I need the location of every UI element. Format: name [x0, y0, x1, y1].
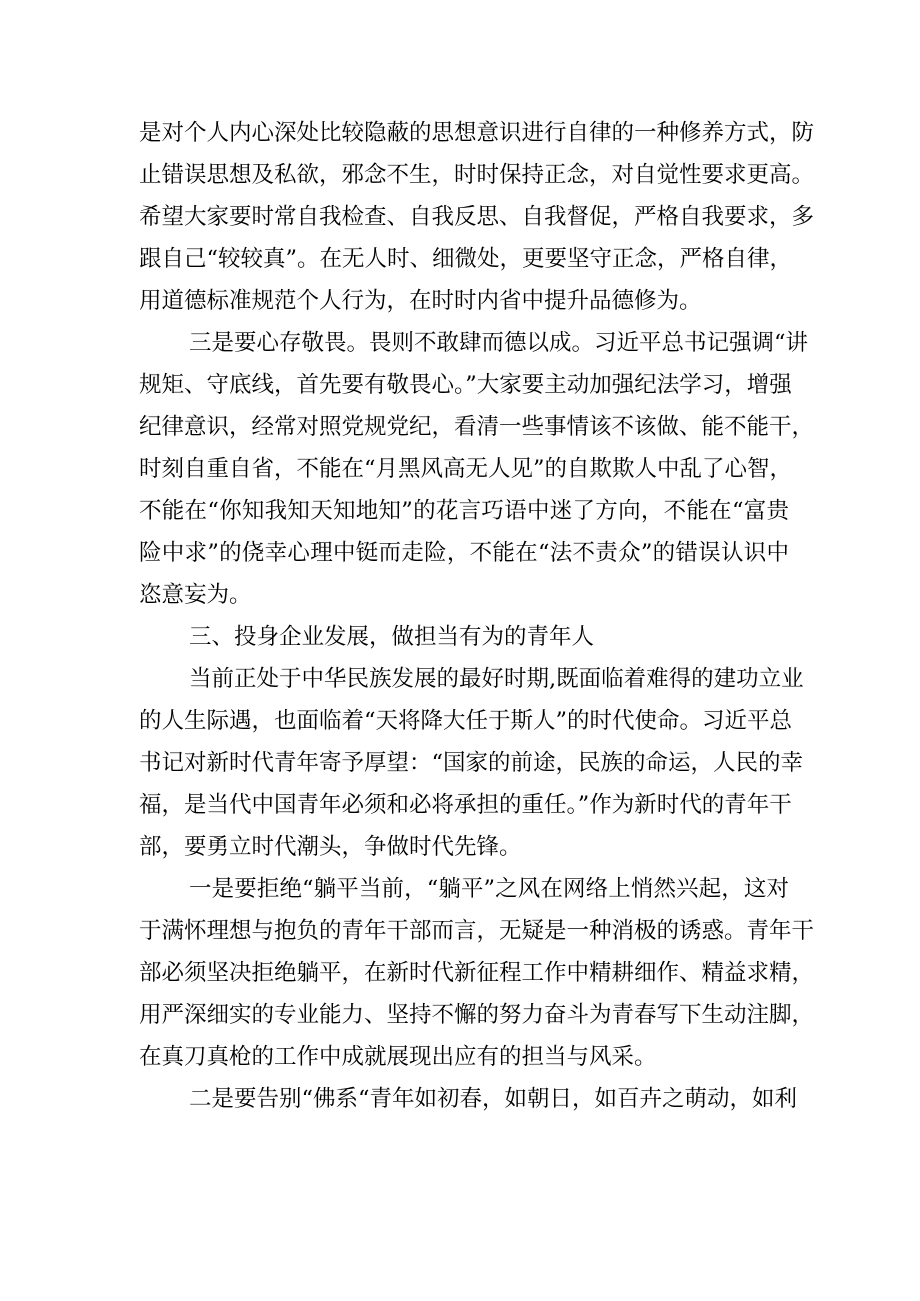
text-line: 希望大家要时常自我检查、自我反思、自我督促，严格自我要求，多	[139, 204, 815, 230]
section-heading-three	[139, 616, 789, 658]
text-line: 是对个人内心深处比较隐蔽的思想意识进行自律的一种修养方式，防	[139, 120, 815, 146]
text-line: 部必须坚决拒绝躺平，在新时代新征程工作中精耕细作、精益求精，	[139, 960, 815, 986]
text-line: 当前正处于中华民族发展的最好时期,既面临着难得的建功立业	[189, 666, 804, 692]
text-line: 三、投身企业发展，做担当有为的青年人	[189, 624, 595, 650]
document-body	[139, 112, 815, 1120]
text-line: 规矩、守底线，首先要有敬畏心。”大家要主动加强纪法学习，增强	[139, 372, 792, 398]
text-line: 一是要拒绝“躺平当前，“躺平”之风在网络上悄然兴起，这对	[189, 876, 789, 902]
text-line: 于满怀理想与抱负的青年干部而言，无疑是一种消极的诱惑。青年干	[139, 918, 815, 944]
text-line: 书记对新时代青年寄予厚望：“国家的前途，民族的命运，人民的幸	[139, 750, 804, 776]
text-line: 用道德标准规范个人行为，在时时内省中提升品德修为。	[139, 288, 702, 314]
text-line: 用严深细实的专业能力、坚持不懈的努力奋斗为青春写下生动注脚，	[139, 1002, 815, 1028]
text-line: 在真刀真枪的工作中成就展现出应有的担当与风采。	[139, 1044, 657, 1070]
text-line: 福，是当代中国青年必须和必将承担的重任。”作为新时代的青年干	[139, 792, 792, 818]
text-line: 跟自己“较较真”。在无人时、细微处，更要坚守正念，严格自律，	[139, 246, 793, 272]
paragraph-era-mission	[139, 658, 804, 868]
text-line: 的人生际遇，也面临着“天将降大任于斯人”的时代使命。习近平总	[139, 708, 793, 734]
paragraph-reverence	[139, 322, 815, 616]
text-line: 不能在“你知我知天知地知”的花言巧语中迷了方向，不能在“富贵	[139, 498, 789, 524]
text-line: 三是要心存敬畏。畏则不敢肆而德以成。习近平总书记强调“讲	[189, 330, 809, 356]
text-line: 部，要勇立时代潮头，争做时代先锋。	[139, 834, 522, 860]
text-line: 二是要告别“佛系“青年如初春，如朝日，如百卉之萌动，如利	[189, 1086, 798, 1112]
text-line: 恣意妄为。	[139, 582, 252, 608]
text-line: 止错误思想及私欲，邪念不生，时时保持正念，对自觉性要求更高。	[139, 162, 815, 188]
text-line: 纪律意识，经常对照党规党纪，看清一些事情该不该做、能不能干，	[139, 414, 815, 440]
paragraph-farewell-buddhist	[139, 1078, 798, 1120]
paragraph-self-discipline-continued	[139, 112, 815, 322]
text-line: 时刻自重自省，不能在“月黑风高无人见”的自欺欺人中乱了心智，	[139, 456, 793, 482]
paragraph-reject-lying-flat	[139, 868, 815, 1078]
text-line: 险中求”的侥幸心理中铤而走险，不能在“法不责众”的错误认识中	[139, 540, 789, 566]
